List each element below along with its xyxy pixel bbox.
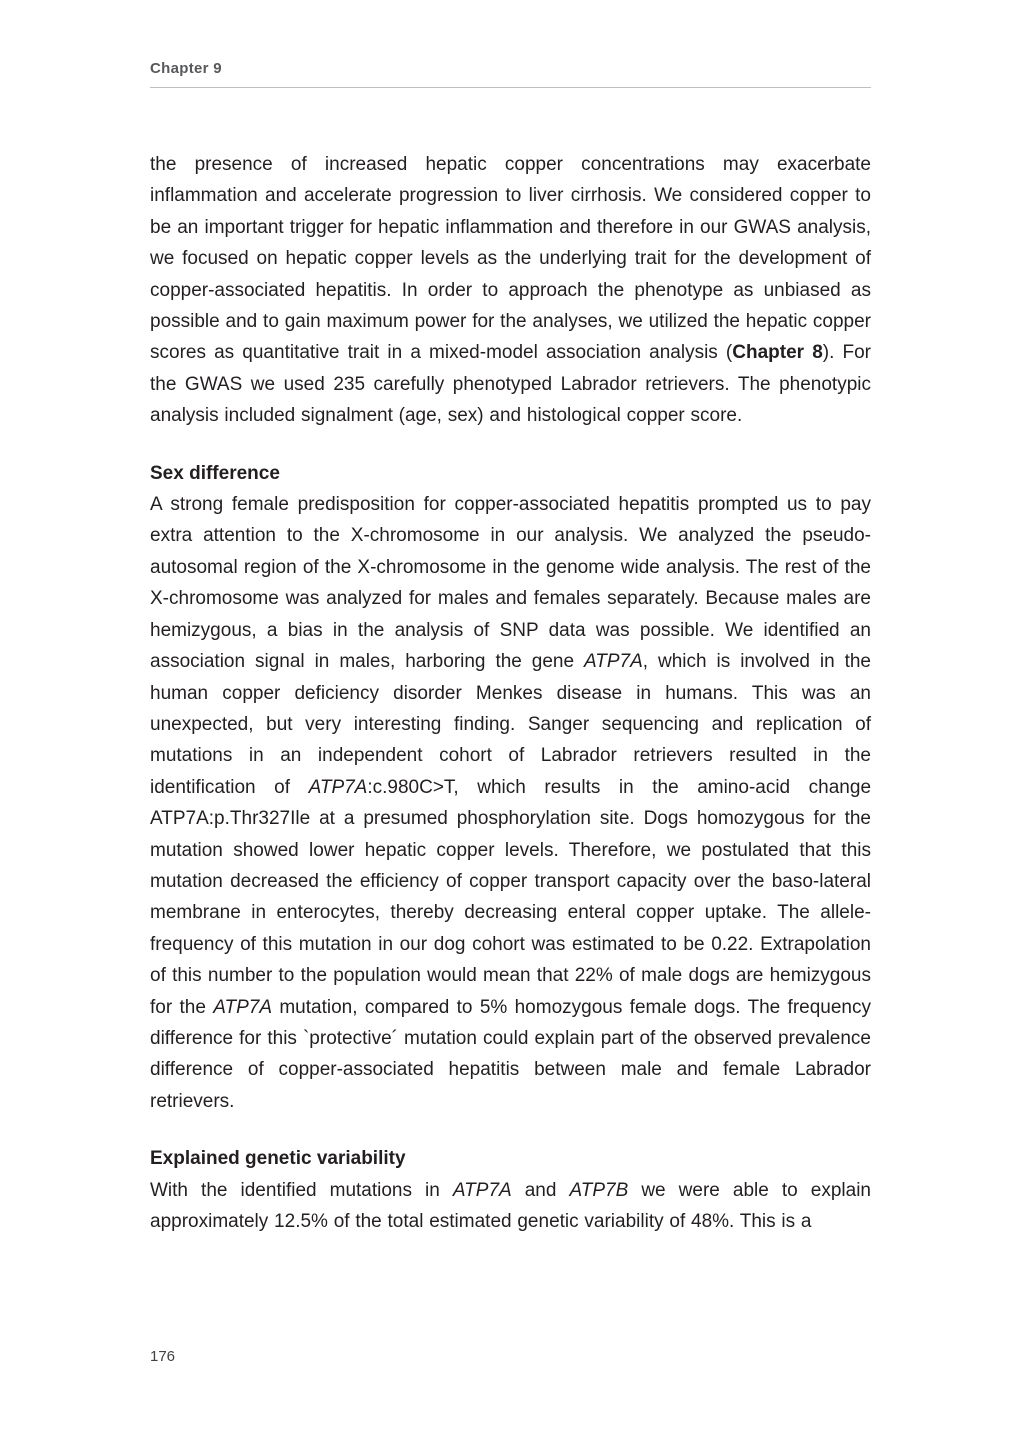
page-footer [150,1348,175,1365]
text-segment: With the identified mutations in [150,1179,453,1201]
page-content [150,149,871,1237]
paragraph-sex-difference [150,489,871,1117]
text-segment: , which is involved in the human copper deficiency disorder Menkes disease in humans. This was an unexpected, but very interesting finding. Sanger sequencing and replication of mutations in an independent cohort of Labrador retrievers resulted in the identification of [150,651,871,798]
text-segment-gene-atp7b: ATP7B [569,1179,629,1201]
page-header [150,60,871,88]
text-segment: mutation, compared to 5% homozygous female dogs. The frequency difference for this `protective´ mutation could explain part of the observed prevalence difference of copper-associated hepatitis between male and female Labrador retrievers. [150,996,871,1112]
text-segment: ). For the GWAS we used 235 carefully phenotyped Labrador retrievers. The phenotypic analysis included signalment (age, sex) and histological copper score. [150,342,872,427]
text-segment-gene-atp7a: ATP7A [584,651,643,673]
text-segment-gene-atp7a: ATP7A [452,1179,512,1201]
text-segment-gene-atp7a: ATP7A [308,776,368,798]
text-segment-bold-chapter-8: Chapter 8 [732,342,823,364]
text-segment: and [511,1179,570,1201]
text-segment-gene-atp7a: ATP7A [213,996,273,1018]
chapter-label: Chapter 9 [150,60,222,77]
text-segment: the presence of increased hepatic copper concentrations may exacerbate inflammation and accelerate progression to liver cirrhosis. We considered copper to be an important trigger for hepatic inflammation and therefore in our GWAS analysis, we focused on hepatic copper levels as the underlying trait for the development of copper-associated hepatitis. In order to approach the phenotype as unbiased as possible and to gain maximum power for the analyses, we utilized the hepatic copper scores as quantitative trait in a mixed-model association analysis ( [150,154,871,364]
paragraph-explained-genetic-variability [150,1175,871,1238]
text-segment: we were able to explain approximately 12.5% of the total estimated genetic variability of 48%. This is a [150,1179,871,1232]
text-segment: A strong female predisposition for copper-associated hepatitis prompted us to pay extra attention to the X-chromosome in our analysis. We analyzed the pseudo-autosomal region of the X-chromosome in the genome wide analysis. The rest of the X-chromosome was analyzed for males and females separately. Because males are hemizygous, a bias in the analysis of SNP data was possible. We identified an association signal in males, harboring the gene [150,494,871,673]
section-heading-sex-difference: Sex difference [150,462,280,484]
text-segment: :c.980C>T, which results in the amino-acid change ATP7A:p.Thr327Ile at a presumed phosphorylation site. Dogs homozygous for the mutation showed lower hepatic copper levels. Therefore, we postulated that this mutation decreased the efficiency of copper transport capacity over the baso-lateral membrane in enterocytes, thereby decreasing enteral copper uptake. The allele-frequency of this mutation in our dog cohort was estimated to be 0.22. Extrapolation of this number to the population would mean that 22% of male dogs are hemizygous for the [150,776,872,1018]
page-number: 176 [150,1348,176,1365]
paragraph-intro [150,149,871,432]
section-heading-explained-genetic-variability: Explained genetic variability [150,1148,406,1170]
